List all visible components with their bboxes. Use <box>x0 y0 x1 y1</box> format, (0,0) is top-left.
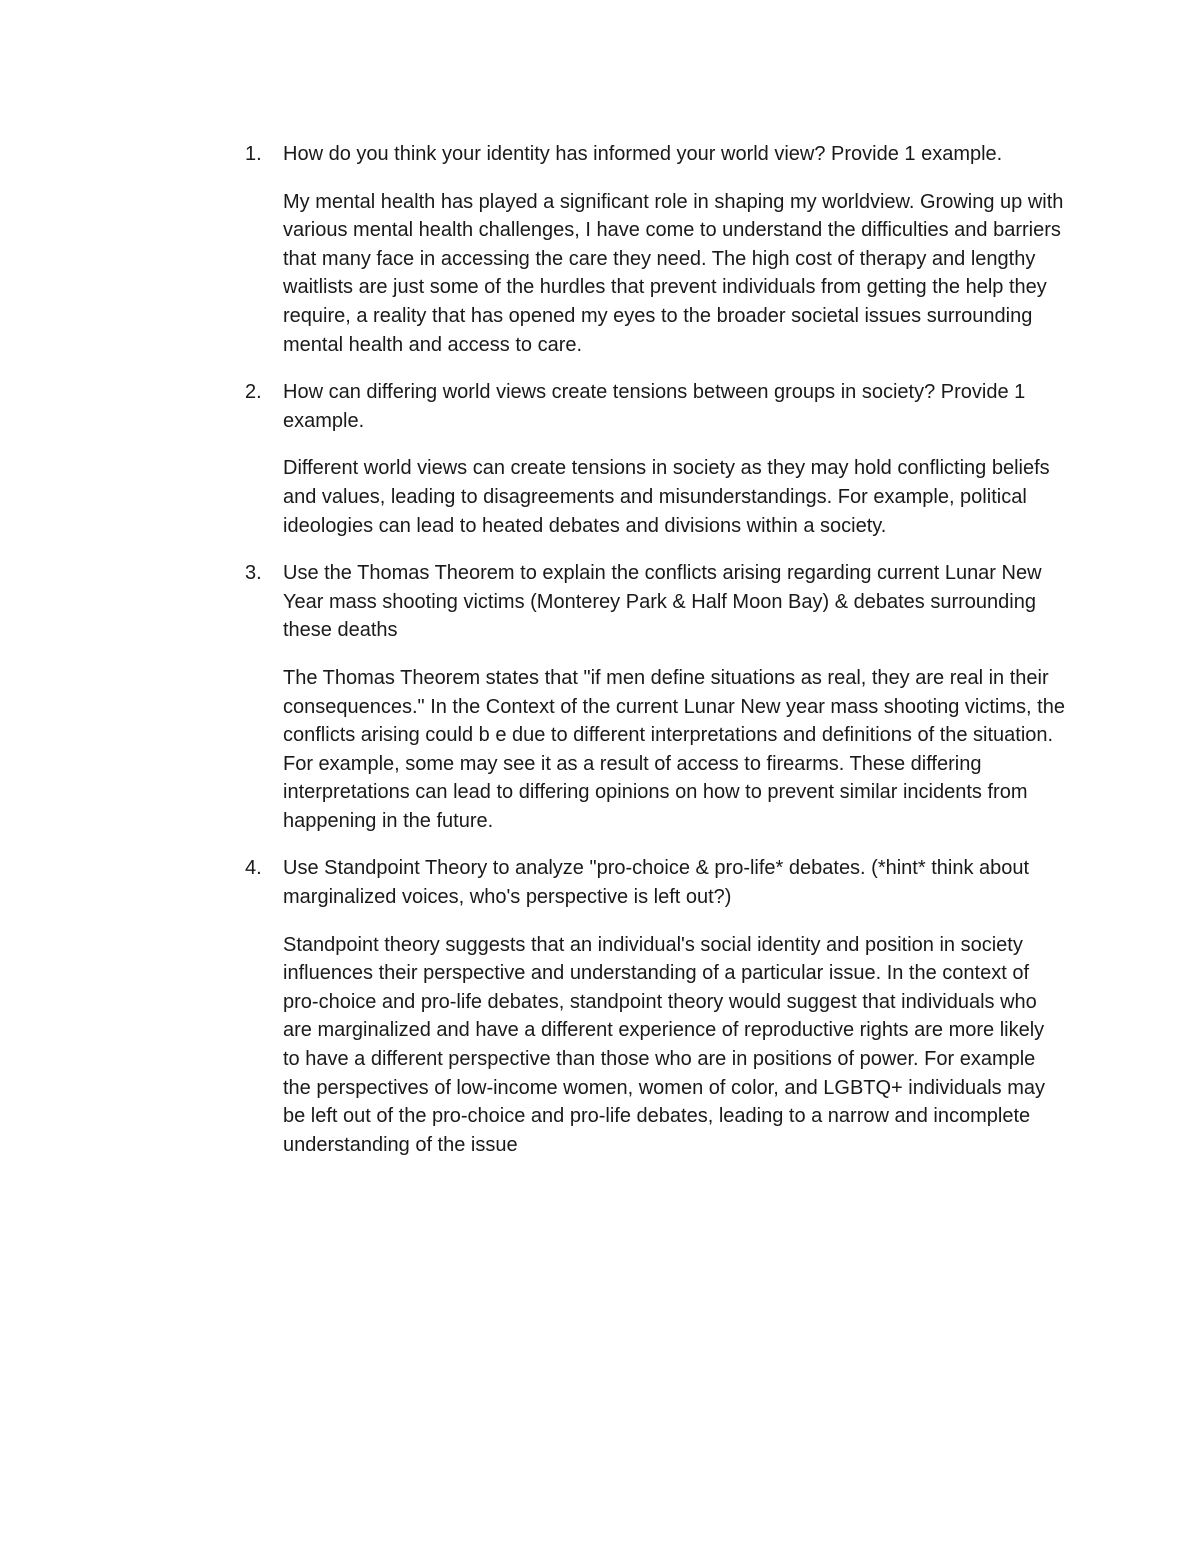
list-item-question-1 <box>245 140 1065 359</box>
answer-text: Standpoint theory suggests that an individual's social identity and position in society influences their perspective and understanding of a particular issue. In the context of pro-choice and pro-life debates, standpoint theory would suggest that individuals who are marginalized and have a different experience of reproductive rights are more likely to have a different perspective than those who are in positions of power. For example the perspectives of low-income women, women of color, and LGBTQ+ individuals may be left out of the pro-choice and pro-life debates, leading to a narrow and incomplete understanding of the issue <box>283 933 1046 1156</box>
question-text: How do you think your identity has informed your world view? Provide 1 example. <box>283 143 1003 165</box>
question-text: Use Standpoint Theory to analyze "pro-choice & pro-life* debates. (*hint* think about marginalized voices, who's perspective is left out?) <box>283 857 1030 909</box>
list-item-question-4 <box>245 854 1065 1159</box>
question-number: 3. <box>245 562 262 585</box>
question-number: 4. <box>245 857 262 880</box>
answer-text: My mental health has played a significant role in shaping my worldview. Growing up with various mental health challenges, I have come to understand the difficulties and barriers that many face in accessing the care they need. The high cost of therapy and lengthy waitlists are just some of the hurdles that prevent individuals from getting the help they require, a reality that has opened my eyes to the broader societal issues surrounding mental health and access to care. <box>283 190 1064 356</box>
answer-text: Different world views can create tensions in society as they may hold conflicting beliefs and values, leading to disagreements and misunderstandings. For example, political ideologies can lead to heated debates and divisions within a society. <box>283 457 1050 537</box>
question-text: Use the Thomas Theorem to explain the conflicts arising regarding current Lunar New Year mass shooting victims (Monterey Park & Half Moon Bay) & debates surrounding these deaths <box>283 562 1042 642</box>
list-item-question-2 <box>245 378 1065 540</box>
question-answer-list <box>245 140 1065 1178</box>
question-text: How can differing world views create tensions between groups in society? Provide 1 example. <box>283 381 1026 432</box>
list-item-question-3 <box>245 559 1065 835</box>
question-number: 1. <box>245 143 262 165</box>
answer-text: The Thomas Theorem states that "if men define situations as real, they are real in their consequences." In the Context of the current Lunar New year mass shooting victims, the conflicts arising could b e due to different interpretations and definitions of the situation. For example, some may see it as a result of access to firearms. These differing interpretations can lead to differing opinions on how to prevent similar incidents from happening in the future. <box>283 666 1065 832</box>
question-number: 2. <box>245 381 262 404</box>
